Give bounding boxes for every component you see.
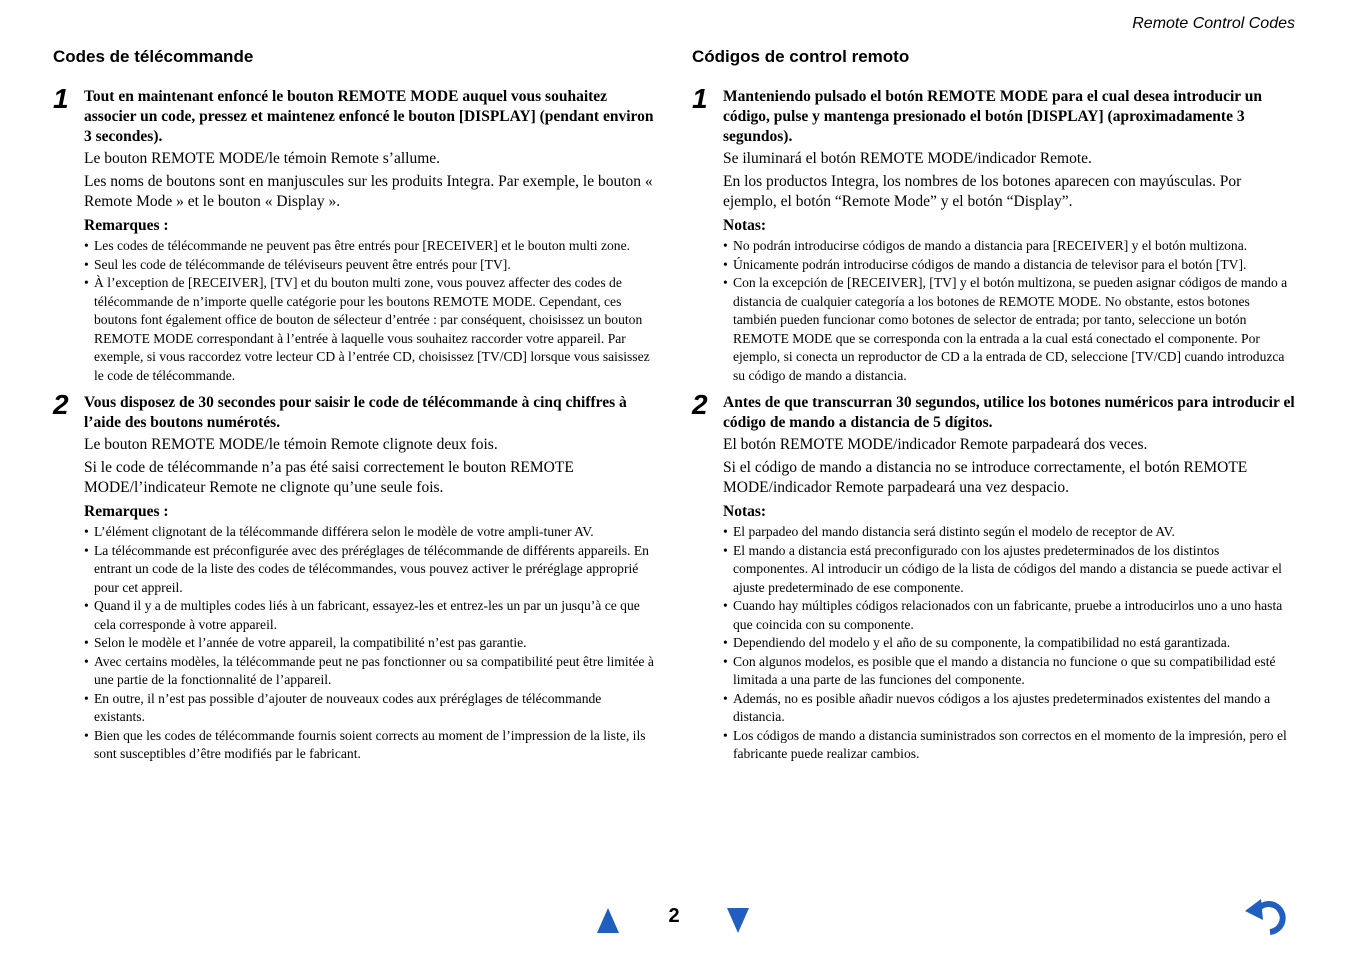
note-item: • Los códigos de mando a distancia suministrados son correctos en el momento de la impresión, pero el fabricante puede realizar cambios. xyxy=(692,727,1296,764)
step-instruction: Tout en maintenant enfoncé le bouton REMOTE MODE auquel vous souhaitez associer un code, pressez et maintenez enfoncé le bouton [DISPLAY] (pendant environ 3 secondes). xyxy=(84,88,654,145)
step-instruction: Antes de que transcurran 30 segundos, utilice los botones numéricos para introducir el código de mando a distancia de 5 dígitos. xyxy=(723,394,1295,431)
note-item: • Seul les code de télécommande de téléviseurs peuvent être entrés pour [TV]. xyxy=(53,256,655,275)
step-1 xyxy=(692,83,1296,385)
note-item: • Con la excepción de [RECEIVER], [TV] y el botón multizona, se pueden asignar códigos de mando a distancia de cualquier categoría a los botones de REMOTE MODE. No obstante, estos botones también pueden funcionar como botones de selector de entrada; por tanto, seleccione un botón REMOTE MODE que se corresponda con la entrada a la cual está conectado el componente. Por ejemplo, si conecta un reproductor de CD a la entrada de CD, seleccione [TV/CD] cuando introduzca su código de mando a distancia. xyxy=(692,274,1296,385)
note-item: • El parpadeo del mando distancia será distinto según el modelo de receptor de AV. xyxy=(692,523,1296,542)
step-paragraph: Se iluminará el botón REMOTE MODE/indicador Remote. xyxy=(723,150,1092,167)
note-item: • Además, no es posible añadir nuevos códigos a los ajustes predeterminados existentes del mando a distancia. xyxy=(692,690,1296,727)
note-item: • La télécommande est préconfigurée avec des préréglages de télécommande de différents appareils. En entrant un code de la liste des codes de télécommandes, vous pouvez activer le préréglage approprié pour cet appreil. xyxy=(53,542,655,598)
note-item: • Dependiendo del modelo y el año de su componente, la compatibilidad no está garantizada. xyxy=(692,634,1296,653)
step-paragraph: Si le code de télécommande n’a pas été saisi correctement le bouton REMOTE MODE/l’indicateur Remote ne clignote qu’une seule fois. xyxy=(84,459,574,496)
step-paragraph: El botón REMOTE MODE/indicador Remote parpadeará dos veces. xyxy=(723,436,1148,453)
section-title: Codes de télécommande xyxy=(53,47,254,66)
notes-list xyxy=(692,523,1296,764)
running-header: Remote Control Codes xyxy=(1132,15,1295,32)
step-paragraph: En los productos Integra, los nombres de los botones aparecen con mayúsculas. Por ejemplo, el botón “Remote Mode” y el botón “Display”. xyxy=(723,173,1242,210)
step-number: 2 xyxy=(53,389,69,420)
step-paragraph: Le bouton REMOTE MODE/le témoin Remote clignote deux fois. xyxy=(84,436,498,453)
step-instruction: Vous disposez de 30 secondes pour saisir le code de télécommande à cinq chiffres à l’aide des boutons numérotés. xyxy=(84,394,627,431)
step-1 xyxy=(53,83,655,385)
note-item: • À l’exception de [RECEIVER], [TV] et du bouton multi zone, vous pouvez affecter des codes de télécommande de n’importe quelle catégorie pour les boutons REMOTE MODE. Cependant, ces boutons font également office de bouton de sélecteur d’entrée : par conséquent, choisissez un bouton REMOTE MODE correspondant à l’entrée à laquelle vous souhaitez raccorder votre appareil. Par exemple, si vous raccordez votre lecteur CD à l’entrée CD, choisissez [TV/CD] lorsque vous saisissez le code de télécommande. xyxy=(53,274,655,385)
note-item: • El mando a distancia está preconfigurado con los ajustes predeterminados de los distintos componentes. Al introducir un código de la lista de códigos del mando a distancia se puede activar el ajuste predeterminado de ese componente. xyxy=(692,542,1296,598)
french-column xyxy=(53,46,655,764)
triangle-down-icon[interactable] xyxy=(727,908,749,933)
notes-list xyxy=(53,523,655,764)
note-item: • Avec certains modèles, la télécommande peut ne pas fonctionner ou sa compatibilité peut être limitée à une partie de la fonctionnalité de l’appareil. xyxy=(53,653,655,690)
note-item: • Cuando hay múltiples códigos relacionados con un fabricante, pruebe a introducirlos uno a uno hasta que coincida con su componente. xyxy=(692,597,1296,634)
step-paragraph: Le bouton REMOTE MODE/le témoin Remote s’allume. xyxy=(84,150,441,167)
notes-title: Notas: xyxy=(723,217,767,234)
note-item: • Únicamente podrán introducirse códigos de mando a distancia de televisor para el botón [TV]. xyxy=(692,256,1296,275)
section-title: Códigos de control remoto xyxy=(692,47,910,66)
return-arrow-icon[interactable] xyxy=(1244,898,1292,938)
note-item: • Con algunos modelos, es posible que el mando a distancia no funcione o que su compatibilidad esté limitada a una parte de las funciones del componente. xyxy=(692,653,1296,690)
step-paragraph: Si el código de mando a distancia no se introduce correctamente, el botón REMOTE MODE/indicador Remote parpadeará una vez despacio. xyxy=(723,459,1248,496)
notes-title: Remarques : xyxy=(84,503,169,520)
note-item: • Quand il y a de multiples codes liés à un fabricant, essayez-les et entrez-les un par un jusqu’à ce que cela corresponde à votre appareil. xyxy=(53,597,655,634)
step-2 xyxy=(53,389,655,764)
note-item: • En outre, il n’est pas possible d’ajouter de nouveaux codes aux préréglages de télécommande existants. xyxy=(53,690,655,727)
notes-title: Notas: xyxy=(723,503,767,520)
notes-list xyxy=(692,237,1296,385)
notes-list xyxy=(53,237,655,385)
note-item: • L’élément clignotant de la télécommande différera selon le modèle de votre ampli-tuner AV. xyxy=(53,523,655,542)
step-2 xyxy=(692,389,1296,764)
spanish-column xyxy=(692,46,1296,764)
step-number: 2 xyxy=(692,389,708,420)
page-footer xyxy=(0,900,1348,940)
triangle-up-icon[interactable] xyxy=(597,908,619,933)
note-item: • Selon le modèle et l’année de votre appareil, la compatibilité n’est pas garantie. xyxy=(53,634,655,653)
step-number: 1 xyxy=(692,83,708,114)
step-number: 1 xyxy=(53,83,69,114)
notes-title: Remarques : xyxy=(84,217,169,234)
note-item: • Bien que les codes de télécommande fournis soient corrects au moment de l’impression de la liste, ils sont susceptibles d’être modifiés par le fabricant. xyxy=(53,727,655,764)
step-instruction: Manteniendo pulsado el botón REMOTE MODE para el cual desea introducir un código, pulse y mantenga presionado el botón [DISPLAY] (aproximadamente 3 segundos). xyxy=(723,88,1262,145)
page-number: 2 xyxy=(668,905,680,927)
step-paragraph: Les noms de boutons sont en manjuscules sur les produits Integra. Par exemple, le bouton « Remote Mode » et le bouton « Display ». xyxy=(84,173,653,210)
note-item: • No podrán introducirse códigos de mando a distancia para [RECEIVER] y el botón multizona. xyxy=(692,237,1296,256)
note-item: • Les codes de télécommande ne peuvent pas être entrés pour [RECEIVER] et le bouton multi zone. xyxy=(53,237,655,256)
